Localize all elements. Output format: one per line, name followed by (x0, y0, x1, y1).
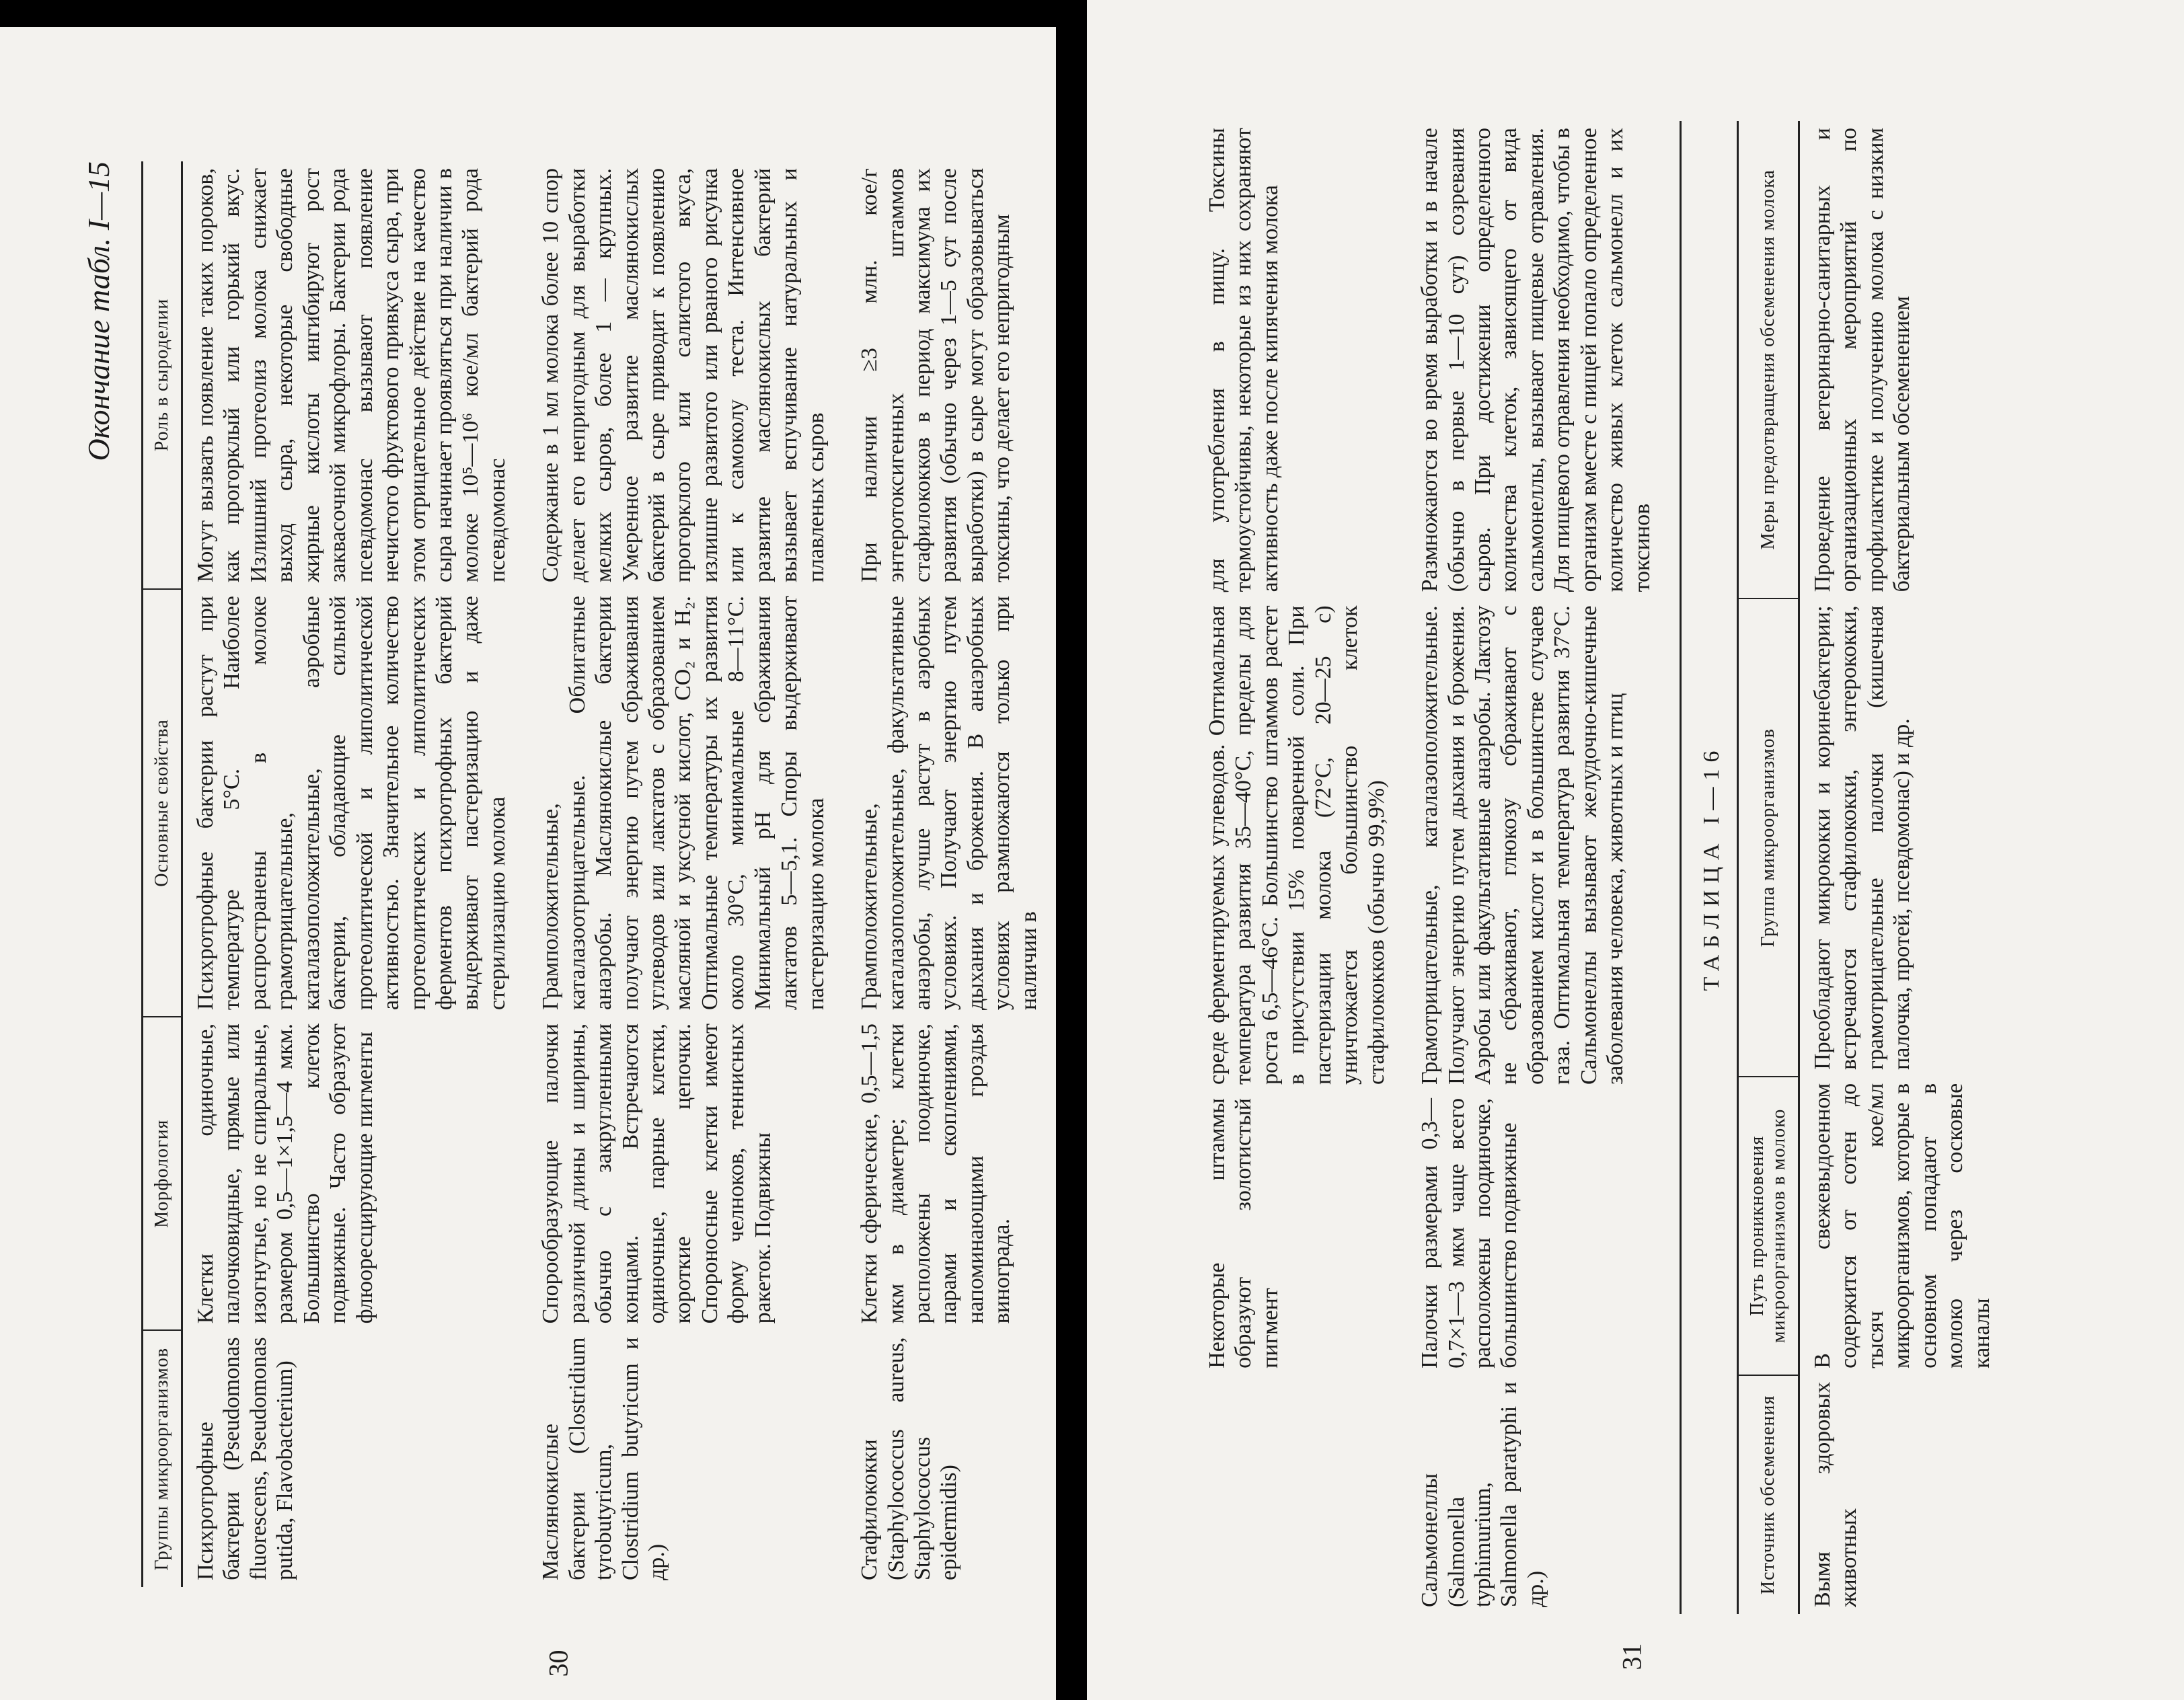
table-row (1799, 121, 2013, 1614)
column-header: Меры предотвращения обсеменения молока (1738, 121, 1799, 598)
left-page-rotated-content (81, 161, 1041, 1587)
table-end-rule (1680, 121, 1682, 1614)
table-cell: Некоторые штаммы образуют золотистый пигмент (1205, 1098, 1283, 1368)
table-cell: Клетки одиночные, палочковидные, прямые или изогнутые, но не спиральные, размером 0,5—1×1,5—4 мкм. Большинство клеток подвижные. Часто образуют флюоресцирующие пигменты (193, 1023, 377, 1324)
table-cell (1195, 1375, 1407, 1614)
column-header: Группа микроорганизмов (1738, 598, 1799, 1076)
running-header: Окончание табл. I—15 (81, 161, 116, 461)
table-cell: Вымя здоровых животных (1810, 1381, 1862, 1607)
table-I-16 (1737, 121, 2012, 1614)
column-header: Морфология (143, 1017, 182, 1330)
page-number: 31 (1616, 1643, 1647, 1670)
table-cell: Могут вызвать появление таких пороков, как прогорклый или горький вкус. Излишний протеолиз молока снижает выход сыра, некоторые свободные жирные кислоты ингибируют рост заквасочной микрофлоры. Бактерии рода псевдомонас вызывают появление нечистого фруктового привкуса сыра, при этом отрицательное действие на качество сыра начинает проявляться при наличии в молоке 10⁵—10⁶ кое/мл бактерий рода псевдомонас (193, 168, 510, 583)
table-header-row (1738, 121, 1799, 1614)
table-cell: Палочки размерами 0,3—0,7×1—3 мкм чаще всего расположены поодиночке, большинство подвижные (1417, 1098, 1522, 1368)
table-cell: среде ферментируемых углеводов. Оптимальная температура развития 35—40°С, пределы для роста 6,5—46°С. Большинство штаммов растет в присутствии 15% поваренной соли. При пастеризации молока (72°С, 20—25 с) уничтожается большинство клеток стафилококков (обычно 99,9%) (1205, 605, 1389, 1085)
table-cell: Стафилококки (Staphylococcus aureus, Staphylococcus epidermidis) (857, 1337, 962, 1580)
column-header: Роль в сыроделии (143, 161, 182, 589)
column-header: Группы микроорганизмов (143, 1330, 182, 1587)
table-cell: Грамотрицательные, каталазоположительные. Получают энергию путем дыхания и брожения. Аэробы или факультативные анаэробы. Лактозу не сбраживают, глюкозу сбраживают с образованием кислот и в большинстве случаев газа. Оптимальная температура развития 37°С. Сальмонеллы вызывают желудочно-кишечные заболевания человека, животных и птиц (1417, 605, 1628, 1085)
table-row (182, 161, 529, 1587)
column-header: Основные свойства (143, 589, 182, 1017)
right-page (1087, 0, 2184, 1700)
table-cell: Проведение ветеринарно-санитарных и организационных мероприятий по профилактике и получению молока с низким бактериальным обсеменением (1810, 128, 1915, 592)
table-cell: Преобладают микрококки и коринебактерии; встречаются стафилококки, энтерококки, грамотрицательные палочки (кишечная палочка, протей, псевдомонас) и др. (1810, 605, 1915, 1070)
table-I-15-continuation (1195, 121, 1673, 1614)
table-header-row (143, 161, 182, 1587)
table-cell: Грамположительные, каталазоположительные, факультативные анаэробы, лучше растут в аэробных условиях. Получают энергию путем дыхания и брожения. В анаэробных условиях размножаются только при наличии в (857, 596, 1041, 1011)
table-cell: Содержание в 1 мл молока более 10 спор делает его непригодным для выработки мелких сыров, более 1 — крупных. Умеренное развитие маслянокислых бактерий в сыре приводит к появлению прогорклого или салистого вкуса, излишне развитого или рваного рисунка или к самоколу теста. Интенсивное развитие маслянокислых бактерий вызывает вспучивание натуральных и плавленых сыров (538, 168, 829, 583)
table-cell: Психротрофные бактерии растут при температуре 5°С. Наиболее распространены в молоке грамотрицательные, каталазоположительные, аэробные бактерии, обладающие сильной протеолитической и липолитической активностью. Значительное количество протеолитических и липолитических ферментов психротрофных бактерий выдерживают пастеризацию и даже стерилизацию молока (193, 596, 510, 1011)
page-number: 30 (543, 1650, 574, 1677)
table-I-15-continued (141, 161, 1056, 1587)
column-header: Путь проникновения микроорганизмов в молоко (1738, 1077, 1799, 1375)
table-row (847, 161, 1056, 1587)
table-row (1407, 121, 1673, 1614)
table-cell: для употребления в пищу. Токсины термоустойчивы, некоторые из них сохраняют активность даже после кипячения молока (1205, 128, 1283, 592)
left-page (0, 27, 1056, 1700)
table-cell: Клетки сферические, 0,5—1,5 мкм в диаметре; клетки расположены поодиночке, парами и скоплениями, напоминающими гроздья винограда. (857, 1023, 1015, 1324)
table-row (1195, 121, 1407, 1614)
table-cell: Маслянокислые бактерии (Clostridium tyrobutyricum, Clostridium butyricum и др.) (538, 1337, 669, 1580)
table-cell: Грамположительные, каталазоотрицательные. Облигатные анаэробы. Маслянокислые бактерии получают энергию путем сбраживания углеводов или лактатов с образованием масляной и уксусной кислот, CO₂ и H₂. Оптимальные температуры их развития около 30°С, минимальные 8—11°С. Минимальный pH для сбраживания лактатов 5—5,1. Споры выдерживают пастеризацию молока (538, 596, 829, 1011)
table-cell: В свежевыдоенном содержится от сотен до тысяч кое/мл микроорганизмов, которые в основном попадают в молоко через сосковые каналы (1810, 1083, 1994, 1368)
table-row (528, 161, 847, 1587)
table-cell: Психротрофные бактерии (Pseudomonas fluorescens, Pseudomonas putida, Flavobacterium) (193, 1337, 298, 1580)
table-cell: Размножаются во время выработки и в начале (обычно в первые 1—10 сут) созревания сыров. При достижении определенного количества клеток, зависящего от вида сальмонеллы, вызывают пищевые отравления. Для пищевого отравления необходимо, чтобы в организм вместе с пищей попало определенное количество живых клеток сальмонелл и их токсинов (1417, 128, 1655, 592)
table-cell: Спорообразующие палочки различной длины и ширины, обычно с закругленными концами. Встречаются одиночные, парные клетки, короткие цепочки. Спороносные клетки имеют форму челноков, теннисных ракеток. Подвижны (538, 1023, 776, 1324)
column-header: Источник обсеменения (1738, 1375, 1799, 1614)
right-page-rotated-content (1154, 121, 2150, 1614)
table-title: ТАБЛИЦА I—16 (1699, 744, 1724, 991)
table-cell: При наличии ≥3 млн. кое/г энтеротоксигенных штаммов стафилококков в период максимума их развития (обычно через 1—5 сут после выработки) в сыре могут образовываться токсины, что делает его непригодным (857, 168, 1015, 583)
table-cell: Сальмонеллы (Salmonella typhimurium, Salmonella paratyphi и др.) (1417, 1381, 1548, 1607)
